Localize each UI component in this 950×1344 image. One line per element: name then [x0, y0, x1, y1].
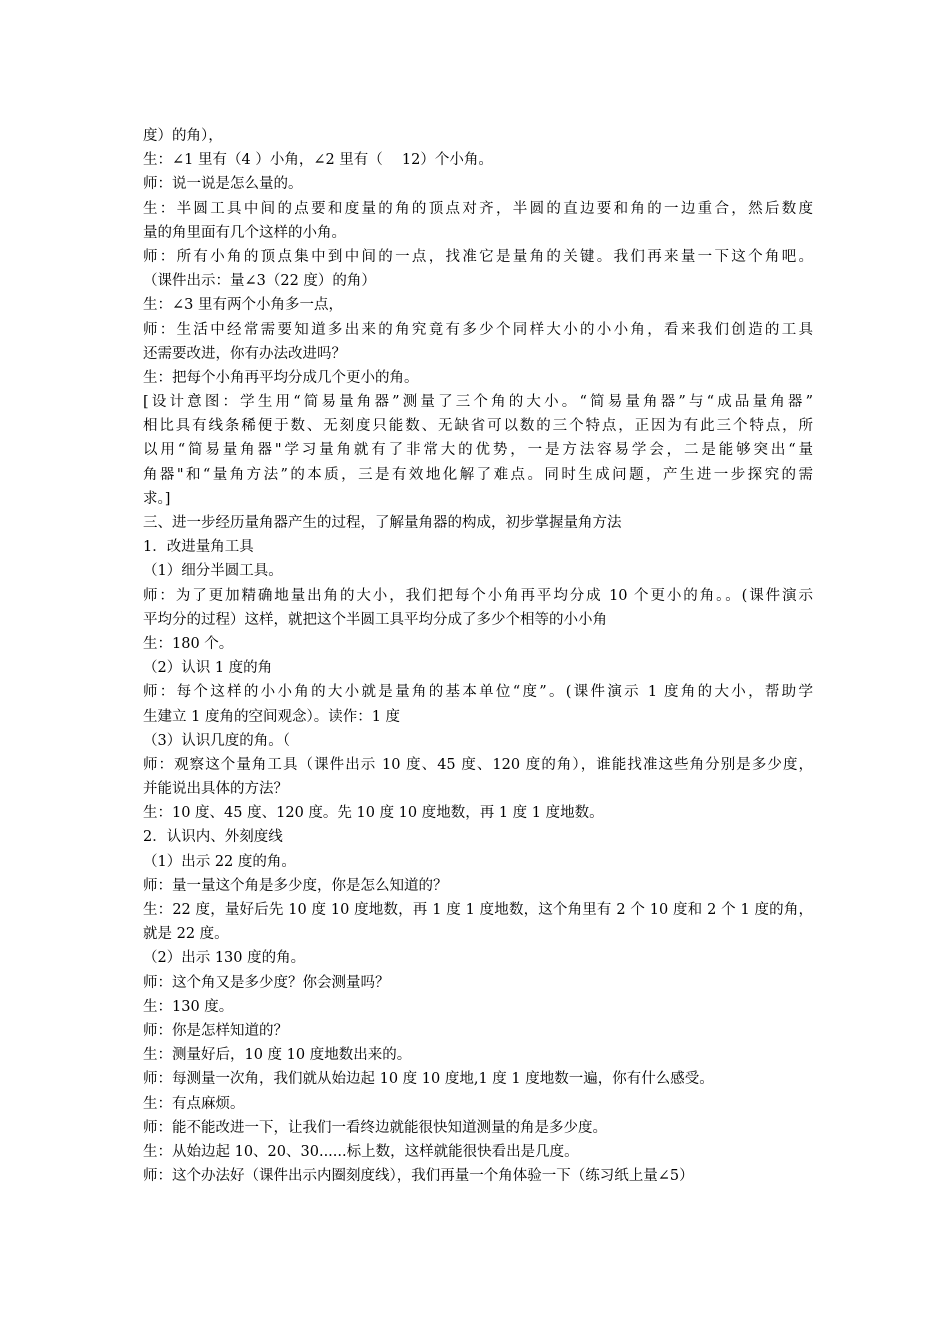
text-line: 求。] [143, 490, 171, 507]
section-heading: 三、进一步经历量角器产生的过程，了解量角器的构成，初步掌握量角方法 [143, 515, 622, 531]
text-line: 师：这个角又是多少度？你会测量吗？ [143, 974, 390, 991]
text-line: 师：能不能改进一下，让我们一看终边就能很快知道测量的角是多少度。 [143, 1119, 607, 1136]
text-line: 生建立 1 度角的空间观念）。读作：1 度 [143, 708, 401, 725]
text-line: 师：生活中经常需要知道多出来的角究竟有多少个同样大小的小小角，看来我们创造的工具 [143, 321, 813, 338]
text-line: 生：有点麻烦。 [143, 1095, 245, 1112]
text-line: 还需要改进，你有办法改进吗？ [143, 345, 346, 362]
text-line: （1）出示 22 度的角。 [143, 853, 296, 870]
text-line: 师：量一量这个角是多少度，你是怎么知道的？ [143, 877, 448, 894]
text-line: （课件出示：量∠3（22 度）的角） [143, 273, 376, 290]
text-line: 师：所有小角的顶点集中到中间的一点，找准它是量角的关键。我们再来量一下这个角吧。 [143, 248, 813, 265]
text-line: 角器"和“量角方法”的本质，三是有效地化解了难点。同时生成问题，产生进一步探究的需 [143, 466, 813, 483]
subsection-heading: 1．改进量角工具 [143, 539, 254, 556]
text-line: 生：10 度、45 度、120 度。先 10 度 10 度地数，再 1 度 1 度地数。 [143, 805, 604, 822]
text-line: （3）认识几度的角。（ [143, 732, 290, 749]
text-line: 生：半圆工具中间的点要和度量的角的顶点对齐，半圆的直边要和角的一边重合，然后数度 [143, 200, 813, 217]
text-line: 平均分的过程）这样，就把这个半圆工具平均分成了多少个相等的小小角 [143, 611, 607, 628]
text-line: 师：为了更加精确地量出角的大小，我们把每个小角再平均分成 10 个更小的角。。(课件演示 [143, 587, 813, 604]
text-line: 师：每个这样的小小角的大小就是量角的基本单位“度”。(课件演示 1 度角的大小，帮助学 [143, 684, 813, 701]
text-line: 就是 22 度。 [143, 926, 229, 943]
subsection-heading: 2．认识内、外刻度线 [143, 829, 283, 846]
text-line: 生：180 个。 [143, 635, 234, 652]
text-line: 师：每测量一次角，我们就从始边起 10 度 10 度地,1 度 1 度地数一遍，你有什么感受。 [143, 1071, 714, 1088]
text-line: 师：你是怎样知道的？ [143, 1022, 288, 1039]
text-line: 量的角里面有几个这样的小角。 [143, 224, 346, 241]
text-line: 师：这个办法好（课件出示内圈刻度线），我们再量一个角体验一下（练习纸上量∠5） [143, 1168, 694, 1185]
text-line: 生：把每个小角再平均分成几个更小的角。 [143, 369, 419, 386]
text-line: 相比具有线条稀便于数、无刻度只能数、无缺省可以数的三个特点，正因为有此三个特点，所 [143, 418, 813, 435]
text-line: （2）出示 130 度的角。 [143, 950, 306, 967]
document-body [143, 124, 813, 1188]
text-line: 师：观察这个量角工具（课件出示 10 度、45 度、120 度的角），谁能找准这些角分别是多少度， [143, 756, 813, 773]
text-line: 生：∠3 里有两个小角多一点， [143, 297, 343, 314]
text-line: （1）细分半圆工具。 [143, 563, 283, 580]
text-line: [设计意图：学生用“简易量角器”测量了三个角的大小。“简易量角器”与“成品量角器” [143, 394, 813, 411]
text-line: 师：说一说是怎么量的。 [143, 176, 303, 193]
text-line: 度）的角）， [143, 128, 223, 144]
text-line: 生：∠1 里有（4 ）小角，∠2 里有（ 12）个小角。 [143, 152, 493, 169]
text-line: 以用“简易量角器"学习量角就有了非常大的优势，一是方法容易学会，二是能够突出“量 [143, 442, 813, 459]
text-line: 生：从始边起 10、20、30......标上数，这样就能很快看出是几度。 [143, 1143, 579, 1160]
text-line: 生：130 度。 [143, 998, 234, 1015]
text-line: （2）认识 1 度的角 [143, 660, 273, 677]
text-line: 生：测量好后，10 度 10 度地数出来的。 [143, 1047, 412, 1064]
text-line: 生：22 度，量好后先 10 度 10 度地数，再 1 度 1 度地数，这个角里有 2 个 10 度和 2 个 1 度的角， [143, 902, 813, 918]
text-line: 并能说出具体的方法？ [143, 781, 288, 798]
